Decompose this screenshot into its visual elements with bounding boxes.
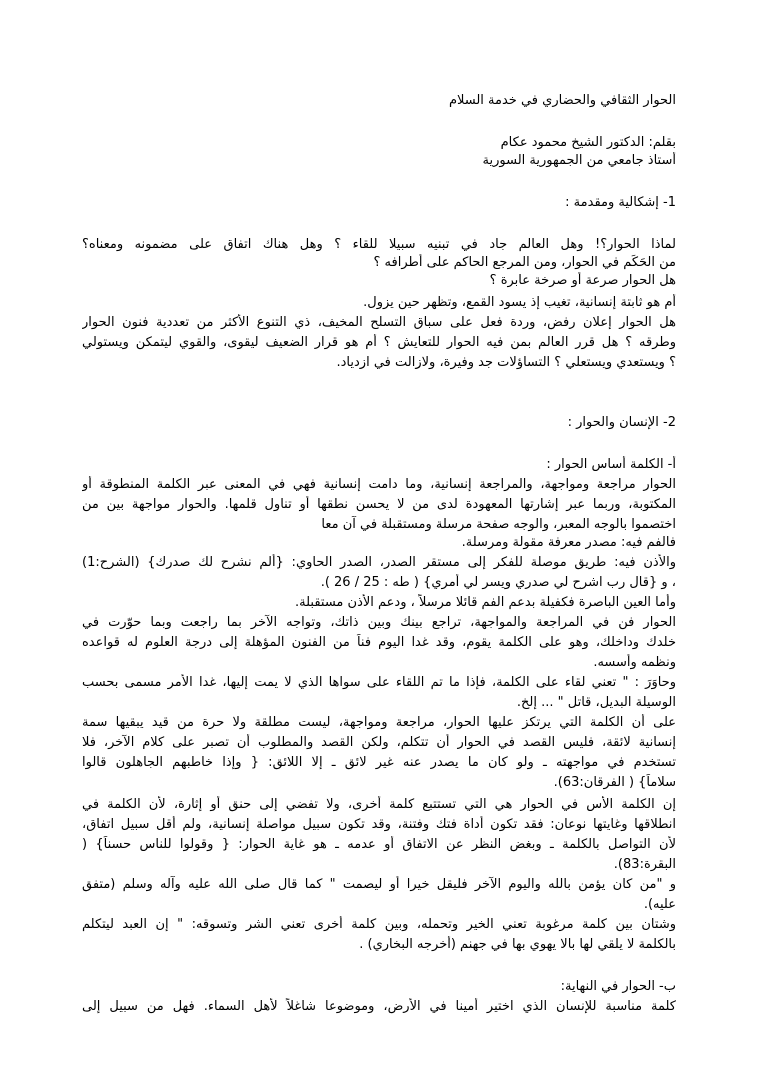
section2-line: والأذن فيه: طريق موصلة للفكر إلى مستقر الصدر، الصدر الحاوي: {ألم نشرح لك صدرك} (الشرح:1)	[82, 555, 676, 570]
section2-line: ونظمه وأسسه.	[593, 655, 676, 670]
section2-line: البقرة:83).	[613, 857, 676, 872]
section2-line: عليه).	[643, 897, 676, 912]
document-title: الحوار الثقافي والحضاري في خدمة السلام	[448, 93, 676, 108]
section2-line: اختصموا بالوجه المعبر، والوجه صفحة مرسلة ومستقبلة في آن معا	[321, 517, 676, 532]
section2-line: المكتوبة، وربما عبر إشارتها المعهودة لدى من لا يحسن نطقها أو تناول قلمها. والحوار مواجهة بين من	[82, 497, 676, 512]
section1-line: أم هو ثابتة إنسانية، تغيب إذ يسود القمع، وتظهر حين يزول.	[363, 295, 676, 310]
section1-line: وطرقه ؟ هل قرر العالم بمن فيه الحوار للتعايش ؟ أم هو قرار الضعيف ليقوى، والقوي ليتمكن ويستولي	[82, 335, 676, 350]
section2-line: سلاماً} ( الفرقان:63).	[553, 775, 676, 790]
section2-line: لأن التواصل بالكلمة ـ وبغض النظر عن الاتفاق أو عدمه ـ هو غاية الحوار: { وقولوا للناس حسناً} (	[82, 837, 676, 852]
section2-line: الوسيلة البديل، قاتل " ... إلخ.	[516, 695, 676, 710]
section1-line: هل الحوار صرعة أو صرخة عابرة ؟	[489, 273, 676, 288]
section2-line: إنسانية لائقة، فليس القصد في الحوار أن تتكلم، ولكن القصد والمطلوب أن تصبر على كلام الآخر، فلا	[82, 735, 676, 750]
sub-a-heading: أ- الكلمة أساس الحوار :	[546, 457, 676, 472]
section1-line: من الحَكَم في الحوار، ومن المرجع الحاكم على أطرافه ؟	[373, 255, 676, 270]
section2-line: انطلاقها وغايتها نوعان: فقد تكون أداة فتك وفتنة، وقد تكون سبيل مواصلة إنسانية، ولم أقل سبيل اتفاق،	[82, 817, 676, 832]
sub-b-heading: ب- الحوار في النهاية:	[560, 979, 676, 994]
section2-line: وحاوَرَ : " تعني لقاء على الكلمة، فإذا ما تم اللقاء على سواها الذي لا يمت إليها، غدا الأمر مسمى بحسب	[82, 675, 676, 690]
section2-line: و "من كان يؤمن بالله واليوم الآخر فليقل خيرا أو ليصمت " كما قال صلى الله عليه وآله وسلم (متفق	[82, 877, 676, 892]
section2-line: على أن الكلمة التي يرتكز عليها الحوار، مراجعة ومواجهة، ليست مطلقة ولا حرة من قيد يبقيها سمة	[82, 715, 676, 730]
section2-line: الحوار فن في المراجعة والمواجهة، تراجع بينك وبين ذاتك، وتواجه الآخر بما راجعت وبما حوّرت في	[82, 615, 676, 630]
sub-b-line: كلمة مناسبة للإنسان الذي اختير أمينا في الأرض، وموضوعا شاغلاً لأهل السماء. فهل من سبيل إلى	[82, 999, 676, 1014]
section1-line: ؟ ويستعدي ويستعلي ؟ التساؤلات جد وفيرة، ولازالت في ازدياد.	[336, 355, 676, 370]
section2-line: وشتان بين كلمة مرغوبة تعني الخير وتحمله، وبين كلمة أخرى تعني الشر وتسوقه: " إن العبد ليتكلم	[82, 917, 676, 932]
section2-line: وأما العين الباصرة فكفيلة بدعم الفم قائلا مرسلاً ، ودعم الأذن مستقبلة.	[295, 595, 676, 610]
section1-line: هل الحوار إعلان رفض، وردة فعل على سباق التسلح المخيف، ذي التنوع الأكثر من تعددية فنون الحوار	[82, 315, 676, 330]
section2-line: تستخدم في مواجهته ـ ولو كان ما يصدر عنه غير لائق ـ إلا اللائق: { وإذا خاطبهم الجاهلون قالوا	[82, 755, 676, 770]
author-position: أستاذ جامعي من الجمهورية السورية	[482, 153, 676, 168]
author-byline: بقلم: الدكتور الشيخ محمود عكام	[500, 135, 676, 150]
section1-heading: 1- إشكالية ومقدمة :	[565, 195, 676, 210]
section2-line: فالفم فيه: مصدر معرفة مقولة ومرسلة.	[461, 535, 676, 550]
section2-line: الحوار مراجعة ومواجهة، والمراجعة إنسانية، وما دامت إنسانية فهي في المعنى عبر الكلمة المنطوقة أو	[82, 477, 676, 492]
section1-line: لماذا الحوار؟! وهل العالم جاد في تبنيه سبيلا للقاء ؟ وهل هناك اتفاق على مضمونه ومعناه؟	[82, 237, 676, 252]
section2-line: ، و {قال رب اشرح لي صدري ويسر لي أمري} ( طه : 25 / 26 ).	[320, 575, 676, 590]
section2-line: خلدك وداخلك، وهو على الكلمة يقوم، وقد غدا اليوم فناً من الفنون المؤهلة إلى درجة العلوم له قواعده	[82, 635, 676, 650]
section2-line: إن الكلمة الأس في الحوار هي التي تستتبع كلمة أخرى، ولا تفضي إلى حنق أو إثارة، لأن الكلمة في	[82, 797, 676, 812]
section2-line: بالكلمة لا يلقي لها بالا يهوي بها في جهنم (أخرجه البخاري) .	[359, 937, 676, 952]
section2-heading: 2- الإنسان والحوار :	[567, 415, 676, 430]
